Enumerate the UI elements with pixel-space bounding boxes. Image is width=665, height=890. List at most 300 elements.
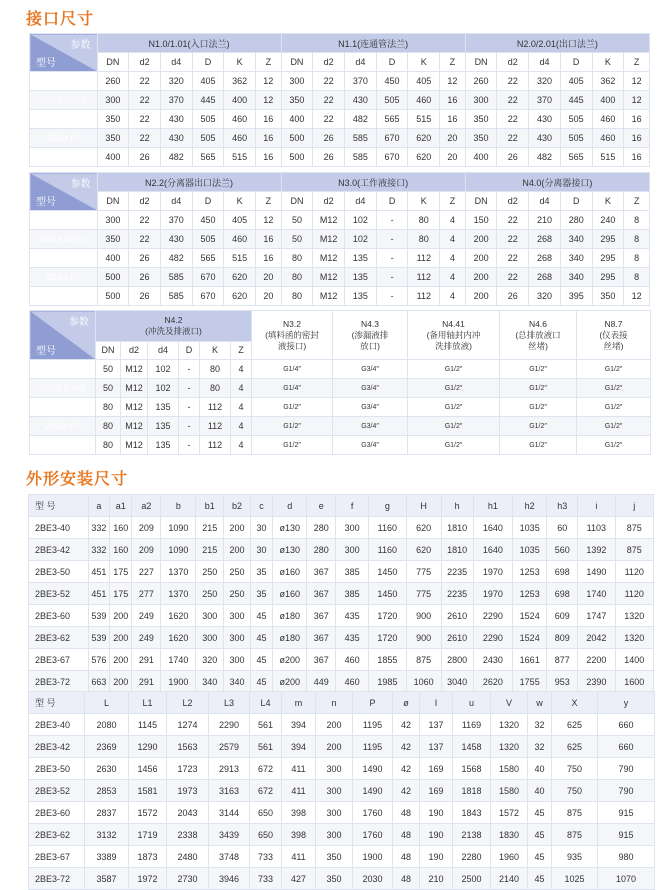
- value-cell: 2042: [578, 627, 615, 649]
- value-cell: 362: [224, 72, 256, 91]
- value-cell: 505: [192, 110, 224, 129]
- value-cell: 1661: [513, 649, 547, 671]
- value-cell: 137: [420, 736, 453, 758]
- value-cell: 240: [592, 211, 624, 230]
- value-cell: M12: [121, 436, 148, 455]
- value-cell: 1855: [369, 649, 406, 671]
- value-cell: 394: [282, 714, 316, 736]
- dimension-header: m: [282, 692, 316, 714]
- value-cell: 1160: [369, 517, 406, 539]
- value-cell: 1972: [129, 868, 167, 890]
- value-cell: 460: [224, 110, 256, 129]
- value-cell: 135: [345, 287, 377, 306]
- value-cell: 4: [231, 398, 252, 417]
- value-cell: 370: [345, 72, 377, 91]
- value-cell: 4: [440, 230, 466, 249]
- model-cell: 2BE3 40/42: [30, 211, 98, 230]
- table-row: [29, 824, 655, 846]
- value-cell: 1580: [491, 758, 528, 780]
- value-cell: 112: [200, 436, 231, 455]
- value-cell: 2369: [85, 736, 129, 758]
- model-cell: 2BE3 60/62: [30, 249, 98, 268]
- value-cell: 620: [406, 539, 441, 561]
- value-cell: -: [179, 398, 200, 417]
- dimension-header: y: [598, 692, 655, 714]
- value-cell: 482: [160, 249, 192, 268]
- value-cell: 102: [345, 211, 377, 230]
- sub-header: d2: [497, 192, 529, 211]
- value-cell: 12: [256, 91, 282, 110]
- corner-param-label: 参数: [69, 317, 89, 328]
- value-cell: 1035: [513, 517, 547, 539]
- value-cell: 350: [316, 868, 353, 890]
- value-cell: 650: [250, 824, 282, 846]
- value-cell: 515: [224, 148, 256, 167]
- value-cell: 565: [560, 148, 592, 167]
- sub-header-row: [30, 53, 650, 72]
- value-cell: 1568: [453, 758, 491, 780]
- model-cell: 2BE3-50: [29, 561, 89, 583]
- value-cell: 2290: [209, 714, 250, 736]
- value-cell: 2730: [167, 868, 209, 890]
- sub-header: d2: [129, 192, 161, 211]
- value-cell: 1970: [473, 583, 512, 605]
- value-cell: 300: [316, 758, 353, 780]
- value-cell: 2290: [473, 627, 512, 649]
- sub-header: Z: [440, 53, 466, 72]
- model-cell: 2BE3 72: [30, 287, 98, 306]
- value-cell: G1/2″: [500, 436, 577, 455]
- table-row: [29, 627, 654, 649]
- value-cell: 22: [129, 211, 161, 230]
- value-cell: 370: [160, 211, 192, 230]
- value-cell: 875: [615, 517, 654, 539]
- value-cell: 22: [129, 230, 161, 249]
- value-cell: ø200: [273, 649, 307, 671]
- value-cell: 733: [250, 868, 282, 890]
- value-cell: 8: [624, 230, 650, 249]
- value-cell: 2235: [441, 561, 473, 583]
- value-cell: 16: [624, 129, 650, 148]
- port-header-line3: 液接口): [277, 340, 307, 351]
- value-cell: 585: [160, 268, 192, 287]
- value-cell: 16: [624, 110, 650, 129]
- sub-header: d4: [345, 192, 377, 211]
- value-cell: 560: [547, 539, 578, 561]
- value-cell: 80: [281, 249, 313, 268]
- value-cell: 367: [307, 649, 336, 671]
- value-cell: 42: [393, 758, 420, 780]
- value-cell: 2480: [167, 846, 209, 868]
- value-cell: 42: [393, 736, 420, 758]
- value-cell: 200: [316, 736, 353, 758]
- dimension-header: L: [85, 692, 129, 714]
- value-cell: 2800: [441, 649, 473, 671]
- value-cell: 200: [465, 249, 497, 268]
- value-cell: G1/2″: [577, 398, 651, 417]
- dimension-header: P: [353, 692, 393, 714]
- value-cell: 505: [192, 230, 224, 249]
- value-cell: 332: [88, 517, 109, 539]
- value-cell: 169: [420, 758, 453, 780]
- value-cell: 576: [88, 649, 109, 671]
- table-row: [29, 649, 654, 671]
- value-cell: 405: [224, 211, 256, 230]
- table-row: [30, 91, 650, 110]
- model-header: 型 号: [29, 692, 85, 714]
- value-cell: 1580: [491, 780, 528, 802]
- value-cell: G3/4″: [333, 417, 408, 436]
- value-cell: 280: [307, 539, 336, 561]
- value-cell: 1740: [161, 649, 196, 671]
- value-cell: 169: [420, 780, 453, 802]
- value-cell: 2620: [473, 671, 512, 693]
- sub-header: DN: [281, 53, 313, 72]
- value-cell: M12: [121, 379, 148, 398]
- value-cell: 1970: [473, 561, 512, 583]
- model-cell: 2BE3 67: [30, 417, 96, 436]
- model-cell: 2BE3-40: [29, 714, 85, 736]
- model-cell: 2BE3-60: [29, 605, 89, 627]
- value-cell: 2200: [578, 649, 615, 671]
- value-cell: 1900: [161, 671, 196, 693]
- value-cell: 400: [97, 249, 129, 268]
- interface-dimensions-title: 接口尺寸: [26, 9, 95, 28]
- value-cell: 250: [224, 583, 251, 605]
- value-cell: 561: [250, 736, 282, 758]
- value-cell: 1810: [441, 539, 473, 561]
- model-cell: 2BE3 60/62: [30, 110, 98, 129]
- value-cell: -: [376, 249, 408, 268]
- value-cell: G1/2″: [577, 417, 651, 436]
- value-cell: M12: [313, 211, 345, 230]
- value-cell: 22: [497, 72, 529, 91]
- value-cell: 620: [224, 268, 256, 287]
- value-cell: 8: [624, 249, 650, 268]
- value-cell: 2500: [453, 868, 491, 890]
- value-cell: 1160: [369, 539, 406, 561]
- value-cell: 670: [192, 287, 224, 306]
- value-cell: 22: [497, 249, 529, 268]
- value-cell: 12: [256, 211, 282, 230]
- value-cell: 135: [345, 249, 377, 268]
- value-cell: 500: [97, 268, 129, 287]
- value-cell: 405: [408, 72, 440, 91]
- group-header: N1.0/1.01(入口法兰): [97, 34, 281, 53]
- value-cell: G1/4″: [252, 360, 333, 379]
- dimension-header: h1: [473, 495, 512, 517]
- value-cell: 102: [345, 230, 377, 249]
- model-cell: 2BE3 50/52: [30, 230, 98, 249]
- value-cell: 565: [192, 148, 224, 167]
- value-cell: 620: [406, 517, 441, 539]
- value-cell: 80: [200, 360, 231, 379]
- dimension-header: h: [441, 495, 473, 517]
- sub-header: d4: [148, 341, 179, 359]
- value-cell: G3/4″: [333, 379, 408, 398]
- value-cell: 50: [96, 360, 121, 379]
- value-cell: 1370: [161, 561, 196, 583]
- port-header-line3: 洗排放液): [435, 340, 472, 351]
- table-row: [30, 398, 651, 417]
- model-header: 型 号: [29, 495, 89, 517]
- value-cell: G1/2″: [252, 417, 333, 436]
- table-row: [29, 802, 655, 824]
- value-cell: 1640: [473, 517, 512, 539]
- sub-header: Z: [256, 53, 282, 72]
- model-cell: 2BE3-40: [29, 517, 89, 539]
- value-cell: 1620: [161, 605, 196, 627]
- model-cell: 2BE3 50/52: [30, 379, 96, 398]
- sub-header: d4: [345, 53, 377, 72]
- value-cell: 875: [552, 802, 598, 824]
- sub-header: D: [376, 53, 408, 72]
- value-cell: G1/2″: [408, 417, 500, 436]
- value-cell: 200: [110, 671, 132, 693]
- value-cell: 3144: [209, 802, 250, 824]
- value-cell: G1/2″: [500, 360, 577, 379]
- value-cell: 4: [231, 417, 252, 436]
- dimension-header: d: [273, 495, 307, 517]
- value-cell: 200: [224, 517, 251, 539]
- value-cell: 2913: [209, 758, 250, 780]
- sub-header: D: [192, 53, 224, 72]
- value-cell: 1760: [353, 824, 393, 846]
- table-row: [29, 605, 654, 627]
- dimension-header: ø: [393, 692, 420, 714]
- value-cell: 367: [307, 605, 336, 627]
- value-cell: 209: [132, 539, 161, 561]
- value-cell: 1450: [369, 561, 406, 583]
- value-cell: 200: [110, 649, 132, 671]
- table-row: [30, 268, 650, 287]
- value-cell: 482: [529, 148, 561, 167]
- value-cell: ø200: [273, 671, 307, 693]
- outline-table-1: [28, 494, 654, 693]
- model-cell: 2BE3-60: [29, 802, 85, 824]
- value-cell: 515: [592, 148, 624, 167]
- sub-header: d2: [129, 53, 161, 72]
- value-cell: 809: [547, 627, 578, 649]
- value-cell: 1456: [129, 758, 167, 780]
- value-cell: 2280: [453, 846, 491, 868]
- value-cell: 394: [282, 736, 316, 758]
- value-cell: 16: [624, 148, 650, 167]
- value-cell: M12: [313, 230, 345, 249]
- value-cell: 2030: [353, 868, 393, 890]
- value-cell: 670: [192, 268, 224, 287]
- value-cell: 32: [528, 714, 552, 736]
- sub-header: D: [560, 53, 592, 72]
- value-cell: 875: [552, 824, 598, 846]
- value-cell: 505: [192, 129, 224, 148]
- value-cell: 385: [336, 583, 369, 605]
- value-cell: 26: [313, 148, 345, 167]
- value-cell: ø160: [273, 561, 307, 583]
- dimension-header: H: [406, 495, 441, 517]
- value-cell: 750: [552, 758, 598, 780]
- value-cell: 22: [497, 268, 529, 287]
- value-cell: 80: [96, 436, 121, 455]
- value-cell: G1/2″: [252, 398, 333, 417]
- value-cell: 22: [129, 72, 161, 91]
- value-cell: 663: [88, 671, 109, 693]
- interface-table-1: [29, 33, 650, 167]
- value-cell: 430: [160, 129, 192, 148]
- value-cell: 280: [560, 211, 592, 230]
- value-cell: 22: [129, 91, 161, 110]
- group-n42-line2: (冲洗及排液口): [145, 325, 202, 336]
- value-cell: 430: [160, 110, 192, 129]
- dimension-header: g: [369, 495, 406, 517]
- value-cell: 1090: [161, 517, 196, 539]
- value-cell: 1719: [129, 824, 167, 846]
- table-row: [30, 129, 650, 148]
- value-cell: 1490: [353, 780, 393, 802]
- value-cell: 8: [624, 211, 650, 230]
- value-cell: 295: [592, 230, 624, 249]
- port-header-line2: (仪表接: [599, 329, 628, 340]
- value-cell: 1320: [491, 736, 528, 758]
- value-cell: G3/4″: [333, 360, 408, 379]
- table-row: [29, 736, 655, 758]
- value-cell: 505: [560, 129, 592, 148]
- value-cell: 1524: [513, 605, 547, 627]
- value-cell: 4: [231, 436, 252, 455]
- value-cell: 698: [547, 583, 578, 605]
- sub-header: d4: [529, 192, 561, 211]
- value-cell: 45: [250, 605, 272, 627]
- group-header: N4.0(分离器接口): [465, 173, 649, 192]
- value-cell: 22: [313, 91, 345, 110]
- sub-header: DN: [465, 192, 497, 211]
- value-cell: 300: [316, 780, 353, 802]
- value-cell: 430: [345, 91, 377, 110]
- sub-header: K: [200, 341, 231, 359]
- value-cell: 1070: [598, 868, 655, 890]
- value-cell: 340: [560, 230, 592, 249]
- value-cell: 277: [132, 583, 161, 605]
- value-cell: 26: [313, 129, 345, 148]
- value-cell: 585: [160, 287, 192, 306]
- value-cell: 350: [592, 287, 624, 306]
- group-header: N1.1(连通管法兰): [281, 34, 465, 53]
- model-cell: 2BE3 72: [30, 436, 96, 455]
- sub-header: DN: [465, 53, 497, 72]
- value-cell: 2610: [441, 605, 473, 627]
- value-cell: 1490: [353, 758, 393, 780]
- value-cell: 249: [132, 605, 161, 627]
- value-cell: 45: [250, 671, 272, 693]
- model-cell: 2BE3-42: [29, 736, 85, 758]
- value-cell: 2853: [85, 780, 129, 802]
- value-cell: 300: [316, 802, 353, 824]
- value-cell: 16: [440, 91, 466, 110]
- dimension-header: L1: [129, 692, 167, 714]
- value-cell: ø130: [273, 539, 307, 561]
- value-cell: 367: [307, 561, 336, 583]
- value-cell: 1458: [453, 736, 491, 758]
- value-cell: 102: [148, 360, 179, 379]
- value-cell: 16: [256, 230, 282, 249]
- value-cell: 2138: [453, 824, 491, 846]
- value-cell: 260: [97, 72, 129, 91]
- value-cell: 210: [529, 211, 561, 230]
- value-cell: G1/2″: [500, 398, 577, 417]
- value-cell: 4: [231, 379, 252, 398]
- value-cell: 35: [250, 583, 272, 605]
- dimension-header: I: [420, 692, 453, 714]
- table-row: [29, 758, 655, 780]
- value-cell: 430: [529, 129, 561, 148]
- value-cell: 4: [440, 287, 466, 306]
- value-cell: 112: [200, 417, 231, 436]
- value-cell: 565: [192, 249, 224, 268]
- sub-header: DN: [96, 341, 121, 359]
- value-cell: 539: [88, 627, 109, 649]
- model-cell: 2BE3 40/42: [30, 360, 96, 379]
- value-cell: 539: [88, 605, 109, 627]
- value-cell: 482: [345, 110, 377, 129]
- port-header-line3: 丝堵): [603, 340, 624, 351]
- value-cell: ø180: [273, 605, 307, 627]
- port-header: [500, 311, 577, 360]
- value-cell: ø160: [273, 583, 307, 605]
- value-cell: 790: [598, 780, 655, 802]
- sub-header: D: [376, 192, 408, 211]
- value-cell: 585: [345, 148, 377, 167]
- value-cell: 50: [281, 211, 313, 230]
- value-cell: 3587: [85, 868, 129, 890]
- value-cell: 935: [552, 846, 598, 868]
- value-cell: 2235: [441, 583, 473, 605]
- value-cell: 135: [345, 268, 377, 287]
- sub-header: d4: [160, 192, 192, 211]
- dimension-header: n: [316, 692, 353, 714]
- value-cell: 350: [465, 110, 497, 129]
- value-cell: 1253: [513, 561, 547, 583]
- port-header: [333, 311, 408, 360]
- value-cell: 340: [196, 671, 224, 693]
- value-cell: 875: [615, 539, 654, 561]
- value-cell: 500: [281, 129, 313, 148]
- value-cell: 22: [313, 72, 345, 91]
- model-cell: 2BE3-50: [29, 758, 85, 780]
- value-cell: 2080: [85, 714, 129, 736]
- value-cell: 80: [200, 379, 231, 398]
- value-cell: 953: [547, 671, 578, 693]
- dimension-header: h2: [513, 495, 547, 517]
- value-cell: 411: [282, 758, 316, 780]
- value-cell: 1720: [369, 605, 406, 627]
- value-cell: 200: [465, 230, 497, 249]
- value-cell: 2338: [167, 824, 209, 846]
- corner-param-label: 参数: [70, 40, 91, 51]
- value-cell: 3132: [85, 824, 129, 846]
- model-cell: 2BE3-52: [29, 583, 89, 605]
- dimension-header: a: [88, 495, 109, 517]
- dimension-header: f: [336, 495, 369, 517]
- value-cell: 16: [256, 249, 282, 268]
- value-cell: 350: [97, 230, 129, 249]
- value-cell: 209: [132, 517, 161, 539]
- value-cell: 45: [250, 627, 272, 649]
- dimension-header: w: [528, 692, 552, 714]
- outline-header-row: [29, 692, 655, 714]
- outline-header-row: [29, 495, 654, 517]
- value-cell: 80: [96, 417, 121, 436]
- group-header: N3.0(工作液接口): [281, 173, 465, 192]
